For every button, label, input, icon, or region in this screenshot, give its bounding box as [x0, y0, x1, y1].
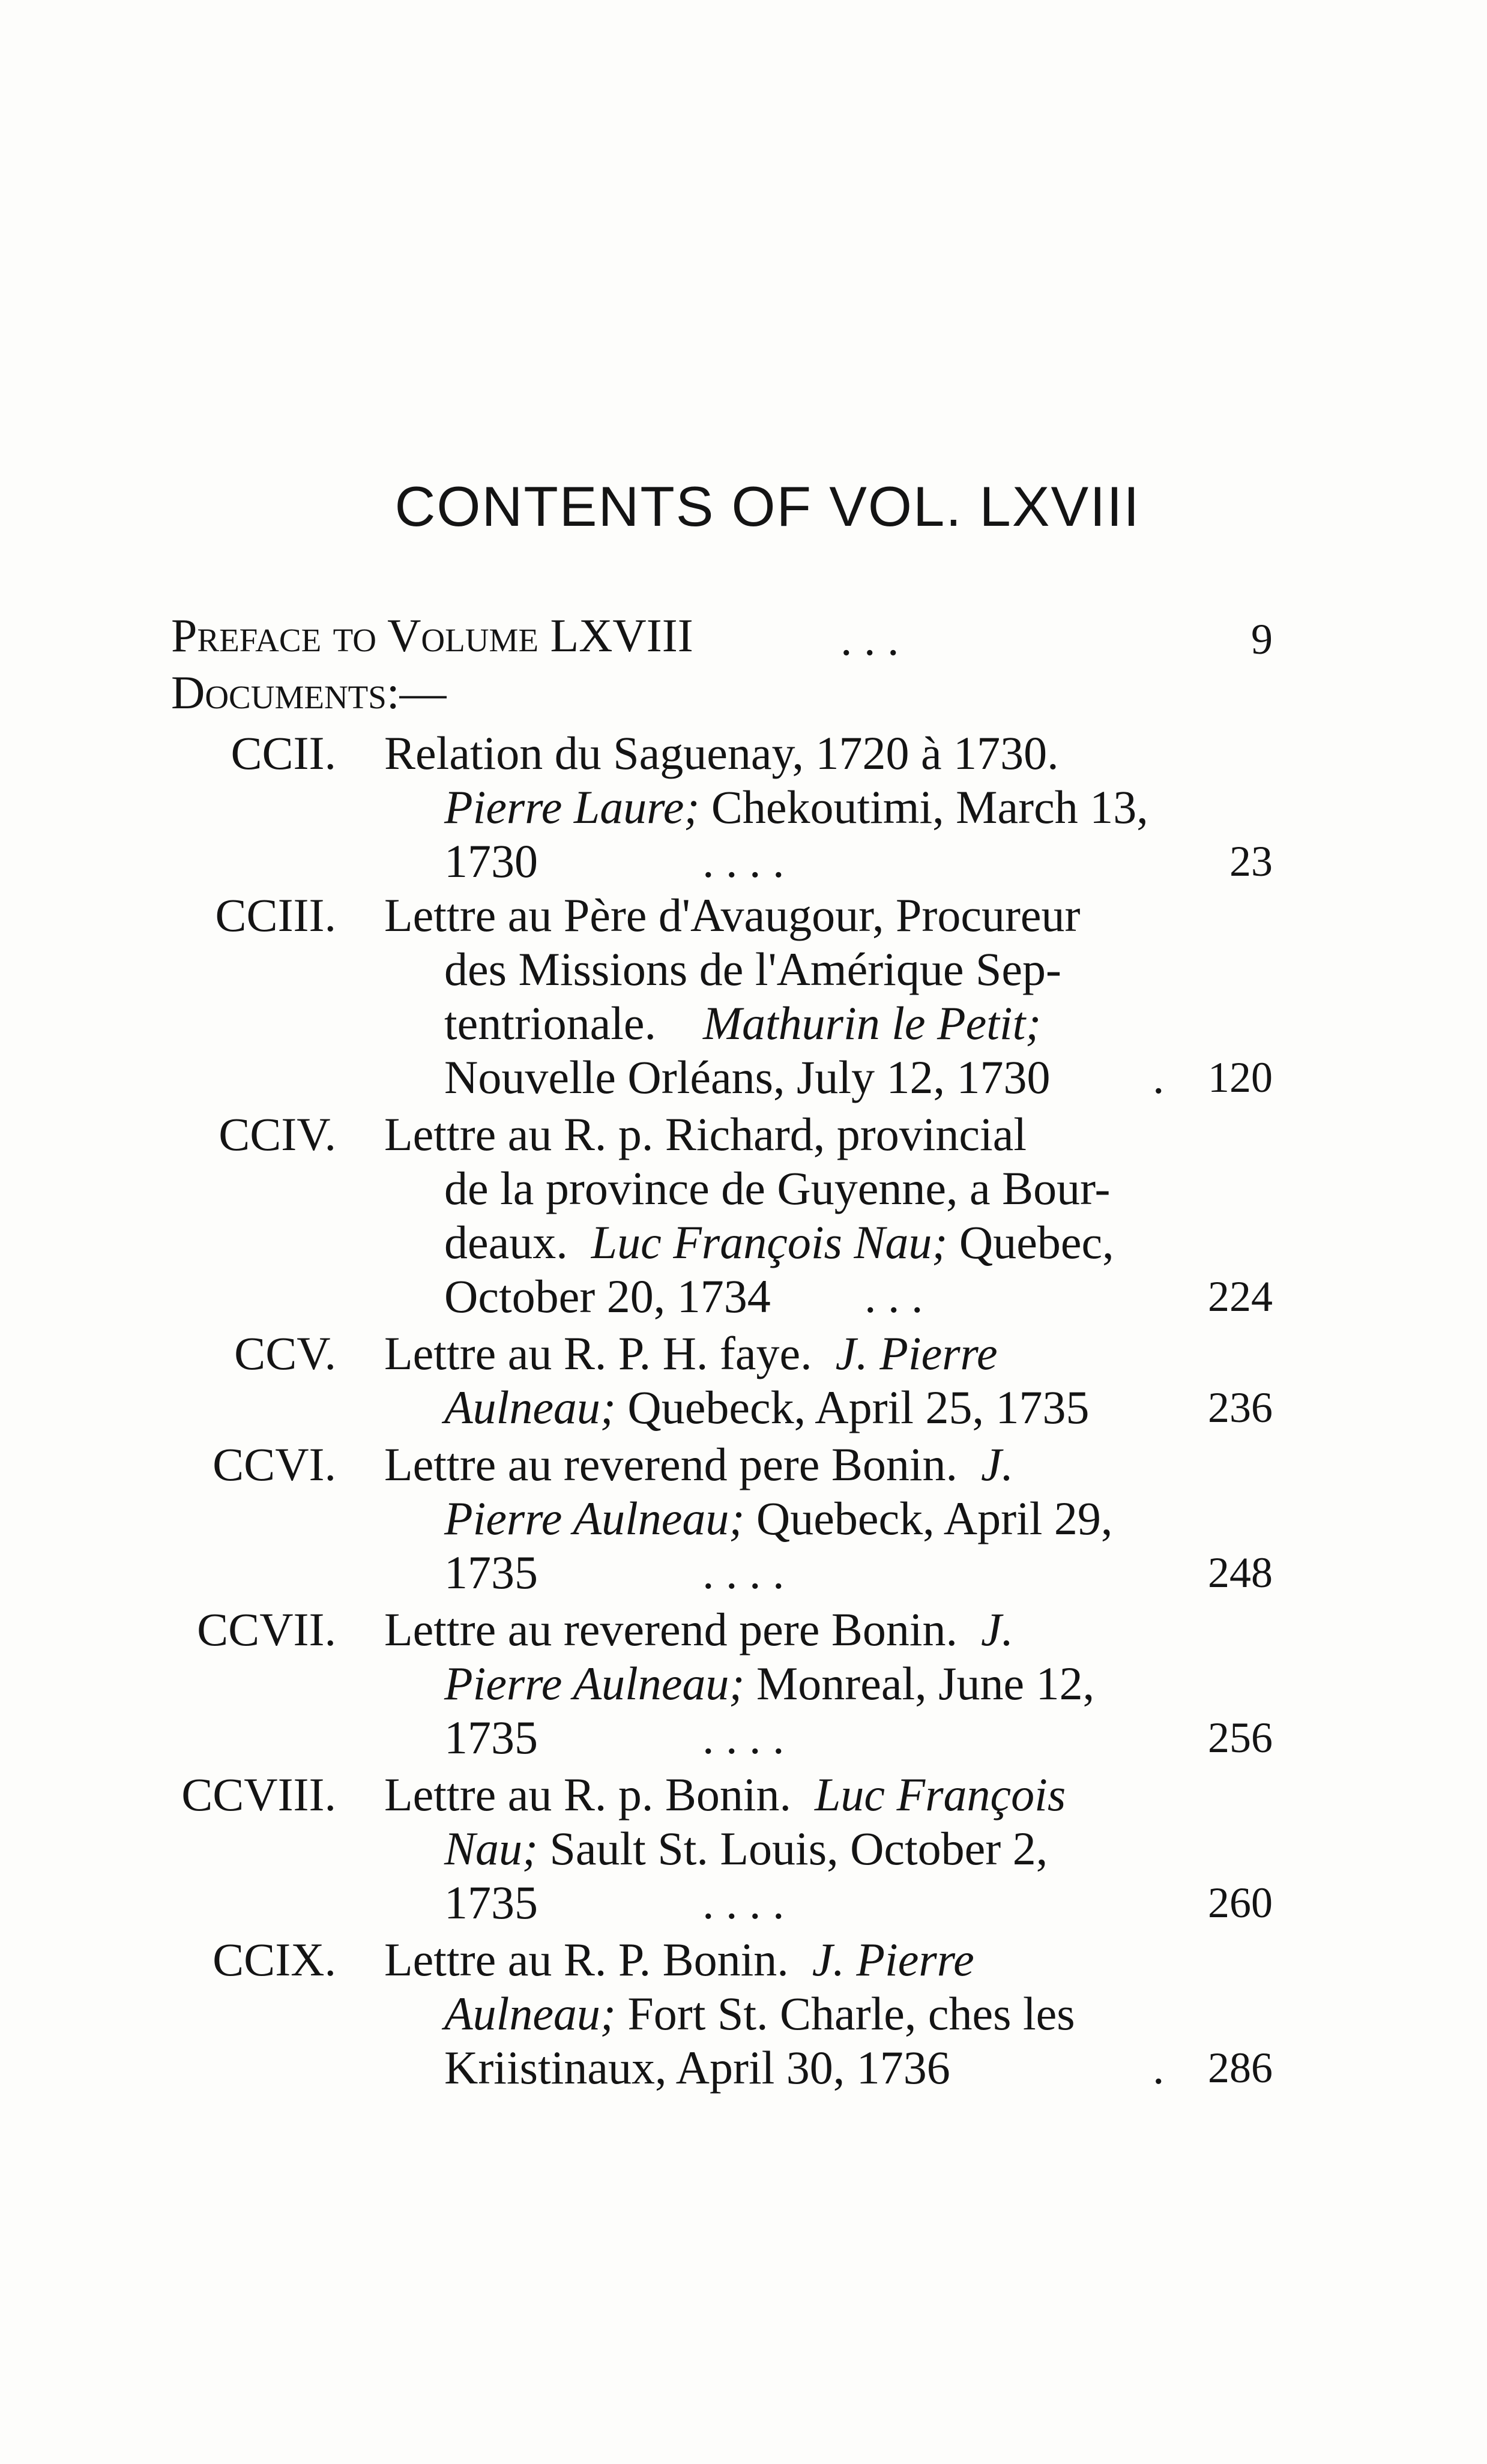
entry-author: J.: [981, 1438, 1014, 1490]
entry-title: Lettre au reverend pere Bonin. J.: [384, 1438, 1014, 1490]
entry-author: Luc François Nau;: [591, 1216, 948, 1268]
entry-page-number: 23: [1229, 837, 1273, 885]
entry-line: 1730: [444, 835, 538, 887]
entry-title: Lettre au R. p. Bonin. Luc François: [384, 1768, 1066, 1821]
entry-page-number: 248: [1208, 1549, 1273, 1597]
entry-number: CCII.: [231, 727, 336, 779]
preface-label: Preface to Volume LXVIII: [171, 609, 693, 661]
entry-author: Aulneau;: [444, 1381, 616, 1433]
page-title: CONTENTS OF VOL. LXVIII: [394, 475, 1141, 538]
entry-author: Pierre Aulneau;: [444, 1657, 745, 1709]
entry-line: Nau; Sault St. Louis, October 2,: [444, 1822, 1048, 1875]
entry-line: Pierre Aulneau; Monreal, June 12,: [444, 1657, 1095, 1709]
entry-author: Pierre Laure;: [444, 781, 700, 833]
entry-line: des Missions de l'Amérique Sep-: [444, 943, 1061, 995]
entry-line: Kriistinaux, April 30, 1736: [444, 2041, 950, 2094]
entry-number: CCVII.: [197, 1603, 336, 1655]
entry-dots: . . .: [864, 1270, 923, 1322]
entry-page-number: 236: [1208, 1384, 1273, 1432]
entry-line: Pierre Laure; Chekoutimi, March 13,: [444, 781, 1148, 833]
entry-author: Aulneau;: [444, 1987, 616, 2040]
entry-author: Mathurin le Petit;: [703, 997, 1042, 1049]
entry-number: CCV.: [234, 1327, 336, 1379]
entry-line: Nouvelle Orléans, July 12, 1730: [444, 1051, 1051, 1103]
preface-page-number: 9: [1251, 615, 1273, 663]
entry-author: Nau;: [444, 1822, 538, 1875]
entry-line: October 20, 1734: [444, 1270, 771, 1322]
entry-line: deaux. Luc François Nau; Quebec,: [444, 1216, 1114, 1268]
entry-line: de la province de Guyenne, a Bour-: [444, 1162, 1111, 1214]
entry-title: Lettre au Père d'Avaugour, Procureur: [384, 889, 1081, 941]
entry-line: 1735: [444, 1876, 538, 1929]
entry-number: CCVIII.: [181, 1768, 336, 1821]
entry-author: J. Pierre: [835, 1327, 998, 1379]
entry-author: J.: [981, 1603, 1014, 1655]
entry-title: Lettre au R. P. Bonin. J. Pierre: [384, 1933, 974, 1986]
entry-line: 1735: [444, 1711, 538, 1764]
entry-page-number: 224: [1208, 1273, 1273, 1321]
entry-line: tentrionale. Mathurin le Petit;: [444, 997, 1042, 1049]
entry-page-number: 260: [1208, 1879, 1273, 1927]
entry-line: Pierre Aulneau; Quebeck, April 29,: [444, 1492, 1113, 1544]
preface-dots: . . .: [840, 613, 899, 665]
entry-page-number: 286: [1208, 2044, 1273, 2092]
entry-page-number: 256: [1208, 1714, 1273, 1762]
entry-line: Aulneau; Quebeck, April 25, 1735: [444, 1381, 1090, 1433]
entry-line: Aulneau; Fort St. Charle, ches les: [444, 1987, 1075, 2040]
entry-dots: . . . .: [702, 1711, 785, 1764]
entry-author: Luc François: [815, 1768, 1066, 1821]
entry-number: CCIX.: [213, 1933, 336, 1986]
entry-title: Lettre au R. P. H. faye. J. Pierre: [384, 1327, 998, 1379]
entry-dots: .: [1153, 2041, 1165, 2094]
entry-dots: . . . .: [702, 1546, 785, 1598]
entry-dots: . . . .: [702, 835, 785, 887]
entry-number: CCVI.: [213, 1438, 336, 1490]
entry-title: Lettre au reverend pere Bonin. J.: [384, 1603, 1014, 1655]
entry-author: Pierre Aulneau;: [444, 1492, 745, 1544]
entry-title: Relation du Saguenay, 1720 à 1730.: [384, 727, 1059, 779]
entry-page-number: 120: [1208, 1053, 1273, 1101]
entry-title: Lettre au R. p. Richard, provincial: [384, 1108, 1027, 1160]
entry-dots: .: [1153, 1051, 1165, 1103]
documents-heading: Documents:—: [171, 666, 447, 718]
entry-author: J. Pierre: [812, 1933, 974, 1986]
entry-number: CCIII.: [215, 889, 336, 941]
entry-dots: . . . .: [702, 1876, 785, 1929]
entry-number: CCIV.: [219, 1108, 336, 1160]
entry-line: 1735: [444, 1546, 538, 1598]
